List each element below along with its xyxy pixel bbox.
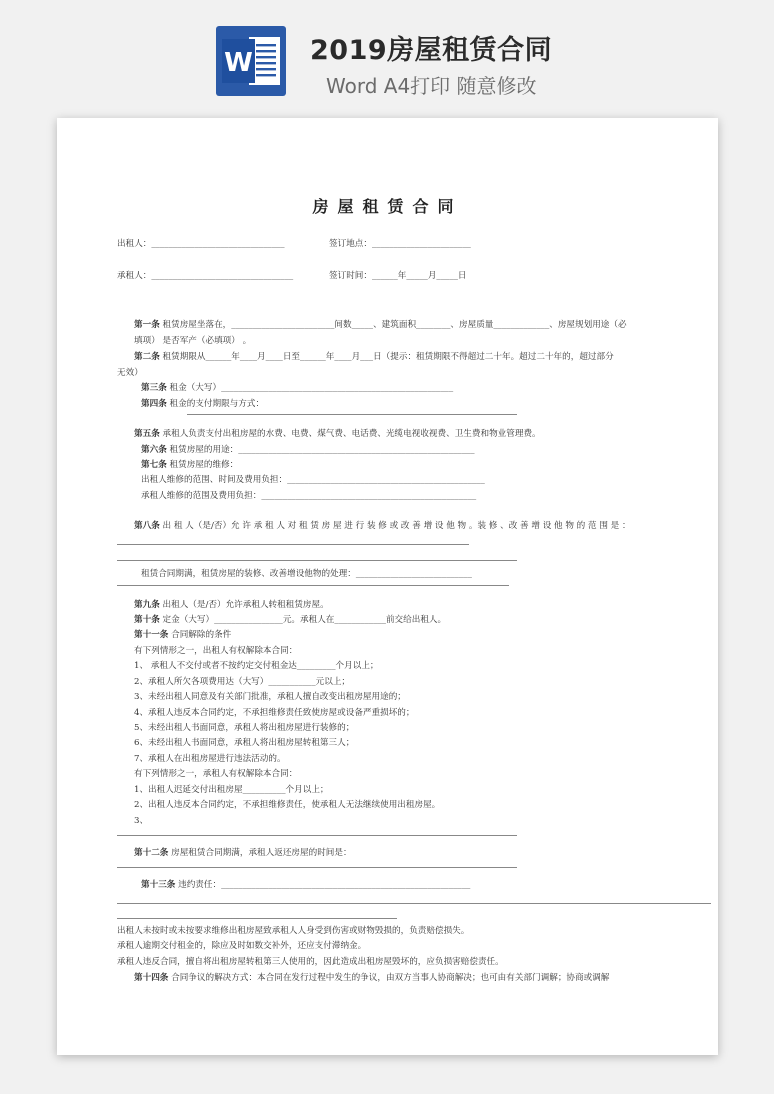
document-line <box>134 708 414 719</box>
clause-label: 第四条 <box>141 399 167 409</box>
document-line <box>117 271 293 282</box>
line-text: 有下列情形之一，出租人有权解除本合同： <box>134 646 298 656</box>
document-line <box>329 239 471 250</box>
clause-label: 第十三条 <box>141 880 176 890</box>
document-page <box>57 118 718 1055</box>
line-text: 出租人：_______________________________ <box>117 239 285 249</box>
document-line <box>134 816 148 827</box>
line-text: 房屋租赁合同期满，承租人返还房屋的时间是： <box>168 848 352 858</box>
document-line <box>134 661 379 672</box>
document-line <box>134 600 329 611</box>
line-text: 3、未经出租人同意及有关部门批准，承租人擅自改变出租房屋用途的； <box>134 692 406 702</box>
line-text: 签订时间：______年_____月_____日 <box>329 271 467 281</box>
line-text: 有下列情形之一，承租人有权解除本合同： <box>134 769 298 779</box>
clause-label: 第八条 <box>134 521 160 531</box>
clause-label: 第五条 <box>134 429 160 439</box>
document-title: 房屋租赁合同 <box>312 197 463 216</box>
clause-label: 第三条 <box>141 383 167 393</box>
line-text: 4、承租人违反本合同约定，不承担维修责任致使房屋或设备严重损坏的； <box>134 708 415 718</box>
document-line <box>141 399 264 410</box>
line-text: 出租人未按时或未按要求维修出租房屋致承租人人身受到伤害或财物毁损的，负责赔偿损失。 <box>117 926 470 936</box>
document-line <box>117 239 285 250</box>
line-text: 租赁房屋的用途：_______________________________________________________ <box>166 445 475 455</box>
line-text: 3、 <box>134 816 149 826</box>
document-line <box>141 880 470 891</box>
document-line <box>134 723 354 734</box>
document-line <box>141 445 475 456</box>
line-text: 承租人维修的范围及费用负担：__________________________________________________ <box>141 491 477 501</box>
document-line <box>141 491 476 502</box>
clause-label: 第十四条 <box>134 973 169 983</box>
document-line <box>134 521 631 532</box>
blank-fill-line <box>117 560 517 561</box>
blank-fill-line <box>117 918 397 919</box>
document-line <box>134 738 354 749</box>
line-text: 承租人逾期交付租金的，除应及时如数交补外，还应支付滞纳金。 <box>117 941 367 951</box>
clause-label: 第二条 <box>134 352 160 362</box>
line-text: 租赁期限从______年____月____日至______年____月___日（提示：租赁期限不得超过二十年。超过二十年的，超过部分 <box>159 352 614 362</box>
document-line <box>134 336 251 347</box>
blank-fill-line <box>117 867 517 868</box>
document-line <box>141 475 485 486</box>
document-line <box>134 429 541 440</box>
line-text: 承租人：_________________________________ <box>117 271 294 281</box>
clause-label: 第七条 <box>141 460 167 470</box>
document-line <box>134 973 609 984</box>
document-line <box>134 800 440 811</box>
document-line <box>117 926 469 937</box>
line-text: 2、出租人违反本合同约定，不承担维修责任，使承租人无法继续使用出租房屋。 <box>134 800 441 810</box>
document-line <box>117 941 366 952</box>
document-line <box>134 615 446 626</box>
clause-label: 第九条 <box>134 600 160 610</box>
blank-fill-line <box>117 585 509 586</box>
document-line <box>117 957 504 968</box>
line-text: 填项） 是否军产（必填项） 。 <box>134 336 252 346</box>
line-text: 6、未经出租人书面同意，承租人将出租房屋转租第三人； <box>134 738 355 748</box>
line-text: 定金（大写）________________元。承租人在____________前交给出租人。 <box>159 615 447 625</box>
line-text: 出租人维修的范围、时间及费用负担：______________________________________________ <box>141 475 485 485</box>
preview-subtitle: Word A4打印 随意修改 <box>326 74 537 98</box>
line-text: 签订地点：_______________________ <box>329 239 471 249</box>
line-text: 无效） <box>117 368 143 378</box>
document-line <box>141 460 238 471</box>
document-line <box>117 368 143 379</box>
line-text: 1、出租人迟延交付出租房屋__________个月以上； <box>134 785 329 795</box>
svg-text:W: W <box>224 48 253 78</box>
line-text: 违约责任：__________________________________________________________ <box>175 880 471 890</box>
document-line <box>134 769 297 780</box>
clause-label: 第十二条 <box>134 848 169 858</box>
line-text: 承租人负责支付出租房屋的水费、电费、煤气费、电话费、光缆电视收视费、卫生费和物业管理费。 <box>159 429 541 439</box>
document-line <box>134 352 614 363</box>
line-text: 租赁房屋坐落在，________________________间数_____、建筑面积________、房屋质量_____________、房屋规划用途（必 <box>159 320 627 330</box>
line-text: 承租人违反合同，擅自将出租房屋转租第三人使用的，因此造成出租房屋毁坏的，应负损害赔偿责任。 <box>117 957 504 967</box>
document-line <box>141 569 472 580</box>
clause-label: 第六条 <box>141 445 167 455</box>
word-icon <box>216 26 286 96</box>
document-line <box>134 848 352 859</box>
clause-label: 第一条 <box>134 320 160 330</box>
document-line <box>134 754 286 765</box>
document-line <box>134 630 231 641</box>
document-line <box>134 677 350 688</box>
line-text: 合同争议的解决方式：本合同在发行过程中发生的争议，由双方当事人协商解决；也可由有关部门调解；协商或调解 <box>168 973 610 983</box>
blank-fill-line <box>117 903 711 904</box>
document-line <box>329 271 467 282</box>
line-text: 租金的支付期限与方式： <box>166 399 265 409</box>
blank-fill-line <box>117 544 469 545</box>
line-text: 租赁房屋的维修： <box>166 460 239 470</box>
line-text: 7、承租人在出租房屋进行违法活动的。 <box>134 754 286 764</box>
document-line <box>134 646 297 657</box>
clause-label: 第十一条 <box>134 630 169 640</box>
line-text: 1、 承租人不交付或者不按约定交付租金达_________个月以上； <box>134 661 379 671</box>
preview-header <box>0 0 774 110</box>
clause-label: 第十条 <box>134 615 160 625</box>
document-line <box>141 383 453 394</box>
document-line <box>134 692 406 703</box>
blank-fill-line <box>117 835 517 836</box>
line-text: 出租人（是/否）允许承租人转租租赁房屋。 <box>159 600 329 610</box>
line-text: 2、承租人所欠各项费用达（大写）___________元以上； <box>134 677 351 687</box>
preview-title: 2019房屋租赁合同 <box>310 35 553 66</box>
line-text: 租金（大写）______________________________________________________ <box>166 383 454 393</box>
line-text: 出 租 人（是/否）允 许 承 租 人 对 租 赁 房 屋 进 行 装 修 或 改 善 增 设 他 物 。装 修 、改 善 增 设 他 物 的 范 围 是 ： <box>159 521 631 531</box>
line-text: 5、未经出租人书面同意，承租人将出租房屋进行装修的； <box>134 723 355 733</box>
document-line <box>134 320 627 331</box>
line-text: 合同解除的条件 <box>168 630 232 640</box>
line-text: 租赁合同期满，租赁房屋的装修、改善增设他物的处理：___________________________ <box>141 569 472 579</box>
blank-fill-line <box>187 414 517 415</box>
document-line <box>134 785 329 796</box>
